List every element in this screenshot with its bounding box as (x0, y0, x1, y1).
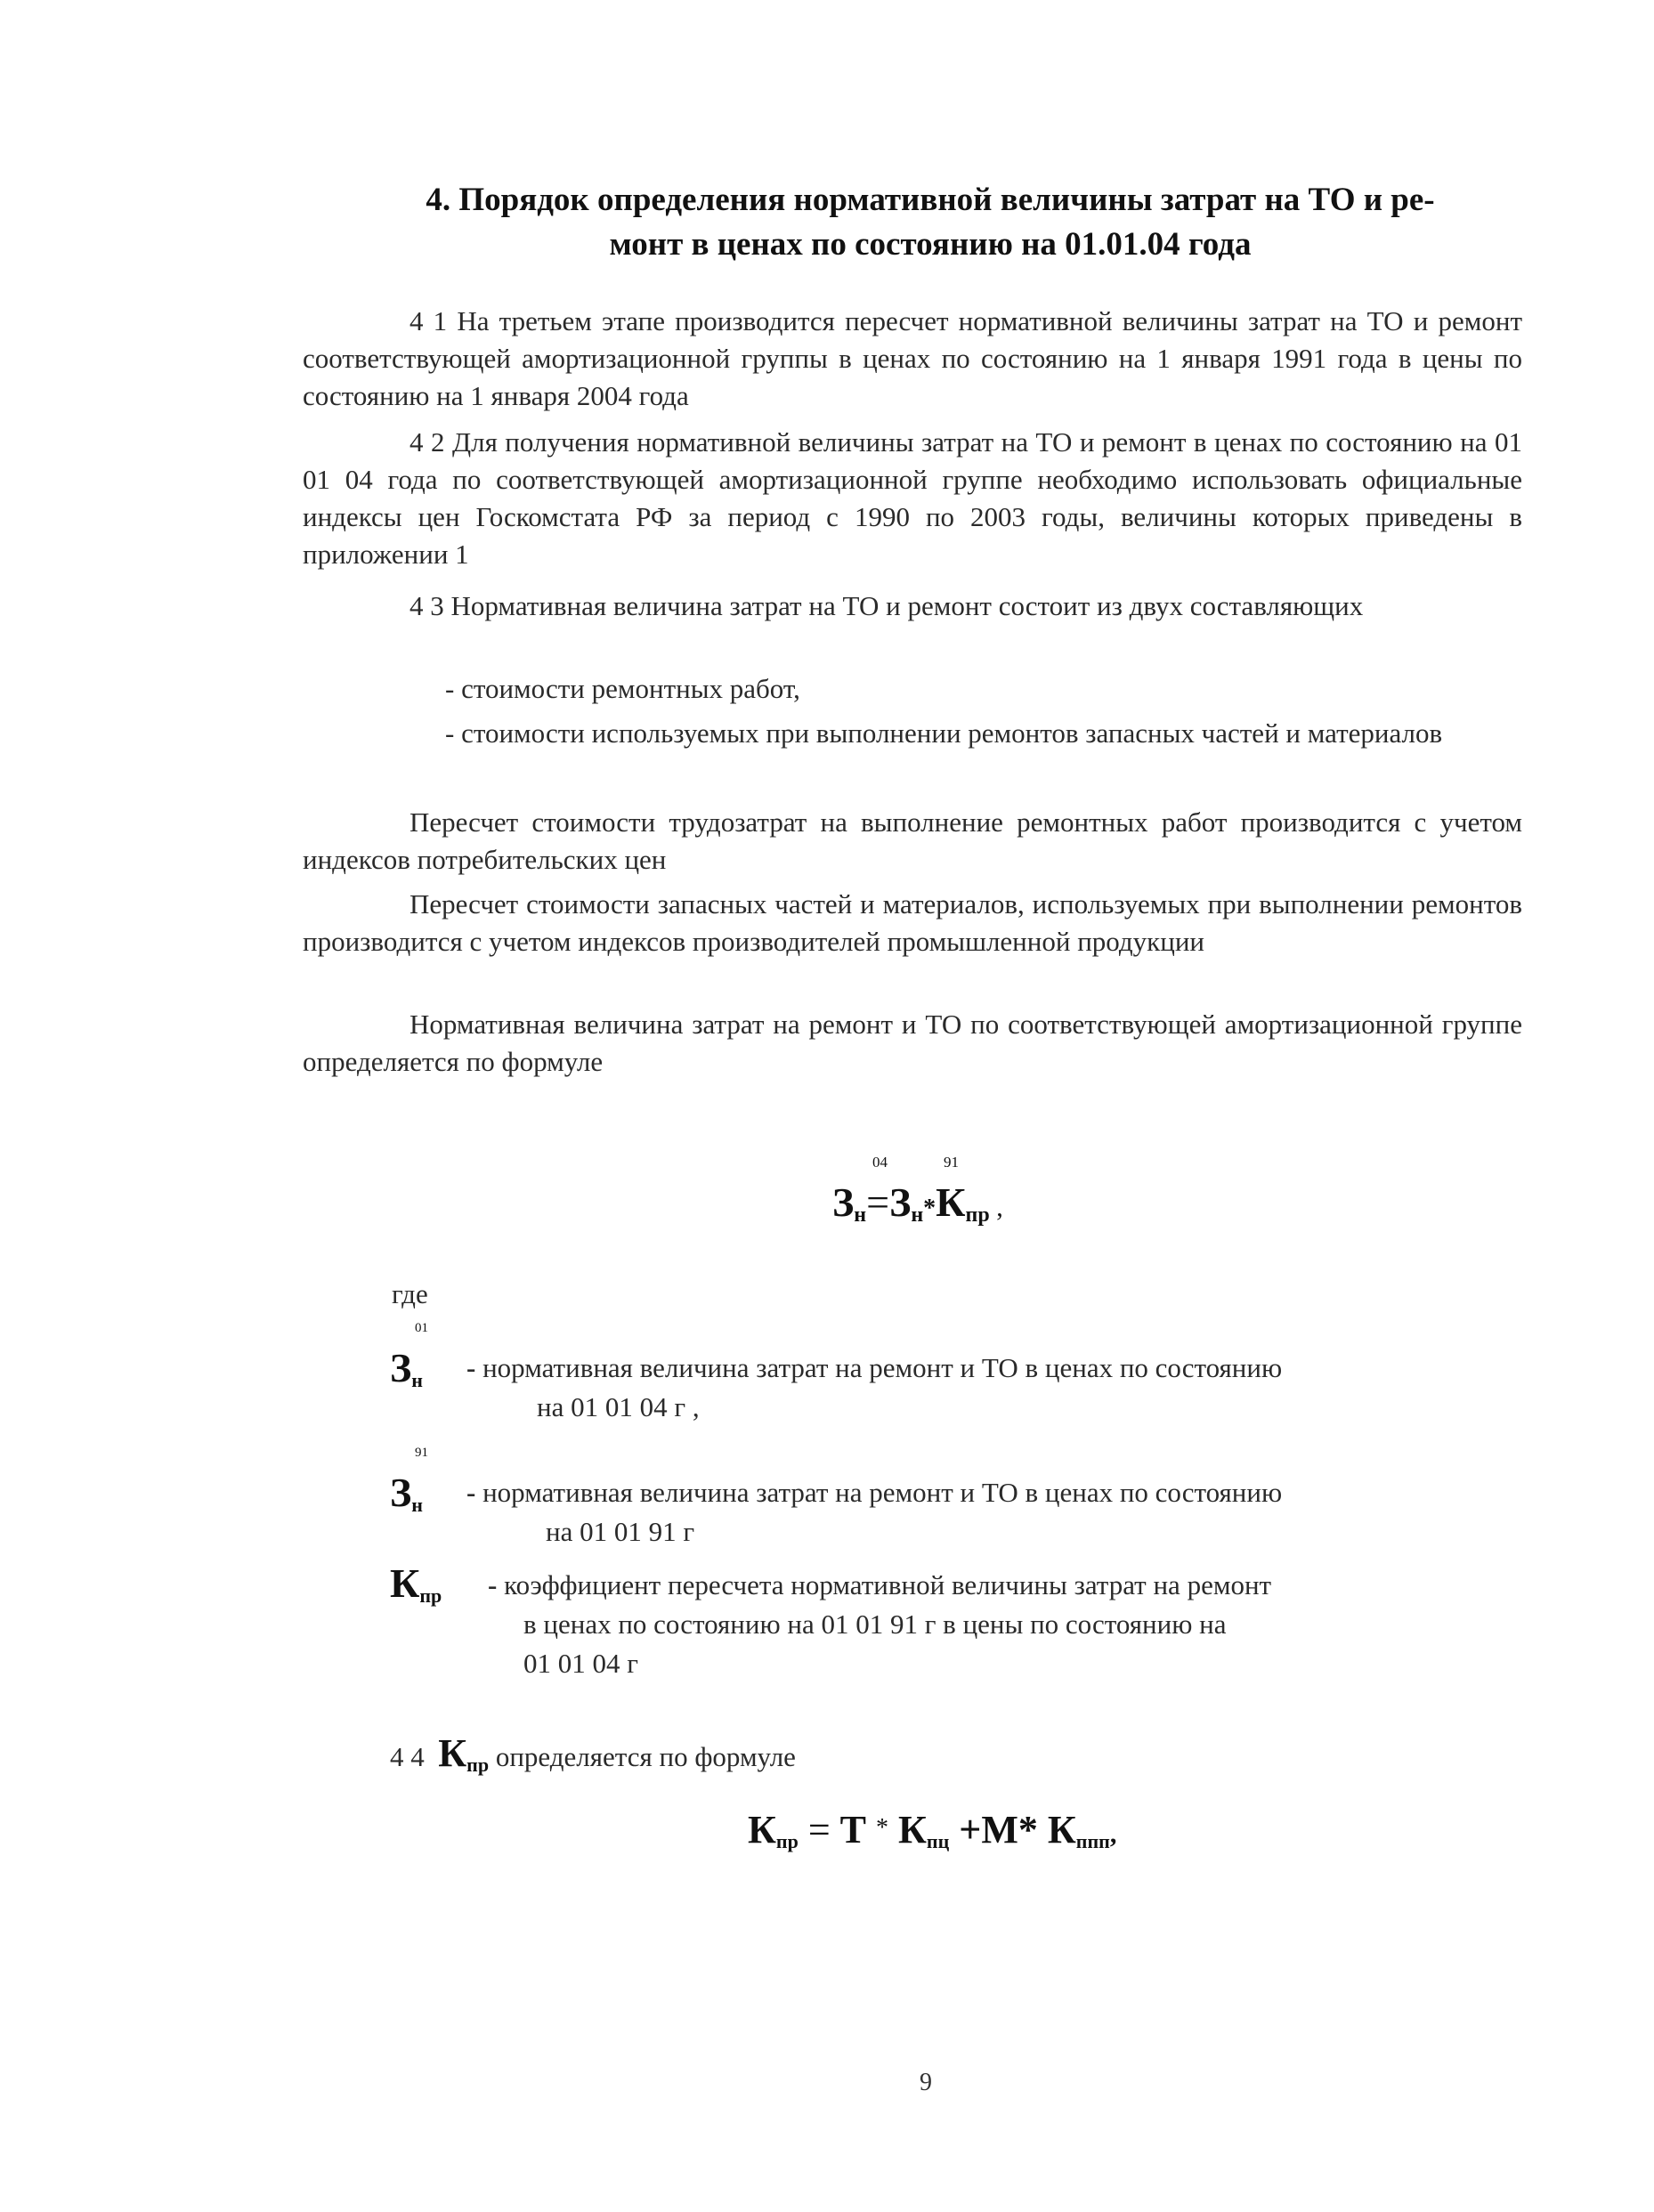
paragraph-4-3: 4 3 Нормативная величина затрат на ТО и ремонт состоит из двух составляющих (409, 590, 1364, 621)
definition-text-cont: в ценах по состоянию на 01 01 91 г в цены по состоянию на (523, 1608, 1227, 1640)
where-label: где (392, 1278, 428, 1309)
definition-symbol: $З_н$ 01 (390, 1321, 428, 1391)
definition-z-91 (390, 1446, 1520, 1558)
formula-sup-04: 04 (872, 1154, 888, 1171)
definition-text-cont: на 01 01 91 г (546, 1516, 695, 1547)
paragraph-4-2: 4 2 Для получения нормативной величины затрат на ТО и ремонт в ценах по состоянию на 01 01 04 года по соответствующей амортизационной группе необходимо использовать официальные индексы цен Госкомстата РФ за период с 1990 по 2003 годы, величины которых приведены в приложении 1 (303, 426, 1522, 570)
formula-expression: $З_н=З_н*К_{пр}$ , (832, 1179, 1003, 1227)
bullet-repair-work: - стоимости ремонтных работ, (445, 673, 800, 704)
definition-k-pr (390, 1560, 1520, 1684)
formula-k-pr: $К_{пр} = Т * К_{пц} +М*$ $К_{ппп}$, (748, 1808, 1117, 1852)
page-number: 9 (920, 2069, 932, 2096)
formula-norm-cost (832, 1154, 1188, 1252)
definition-symbol: $З_н$ 91 (390, 1446, 428, 1516)
definition-symbol: $К_{пр}$ (390, 1560, 442, 1607)
definition-text: - нормативная величина затрат на ремонт и ТО в ценах по состоянию (466, 1477, 1283, 1508)
definition-text: - коэффициент пересчета нормативной величины затрат на ремонт (488, 1569, 1272, 1600)
paragraph-4-1: 4 1 На третьем этапе производится пересчет нормативной величины затрат на ТО и ремонт соответствующей амортизационной группы в ценах по состоянию на 1 января 1991 года в цены по состоянию на 1 января 2004 года (303, 305, 1522, 411)
paragraph-recalc-labor: Пересчет стоимости трудозатрат на выполнение ремонтных работ производится с учетом индексов потребительских цен (303, 806, 1522, 875)
definition-text-cont: 01 01 04 г (523, 1648, 638, 1679)
paragraph-norm-formula-intro: Нормативная величина затрат на ремонт и ТО по соответствующей амортизационной группе определяется по формуле (303, 1009, 1522, 1077)
definition-z-04 (390, 1321, 1520, 1433)
definition-text-cont: на 01 01 04 г , (537, 1391, 700, 1422)
title-line-1: 4. Порядок определения нормативной величины затрат на ТО и ре- (426, 182, 1435, 218)
formula-sup-91: 91 (944, 1154, 959, 1171)
definition-text: - нормативная величина затрат на ремонт и ТО в ценах по состоянию (466, 1352, 1283, 1383)
paragraph-4-4: 4 4 $К_{пр}$ определяется по формуле (390, 1731, 796, 1776)
title-line-2: монт в ценах по состоянию на 01.01.04 года (609, 226, 1252, 263)
section-title (338, 178, 1522, 267)
bullet-spare-parts: - стоимости используемых при выполнении ремонтов запасных частей и материалов (445, 717, 1443, 749)
paragraph-recalc-parts: Пересчет стоимости запасных частей и материалов, используемых при выполнении ремонтов производится с учетом индексов производителей промышленной продукции (303, 888, 1522, 957)
